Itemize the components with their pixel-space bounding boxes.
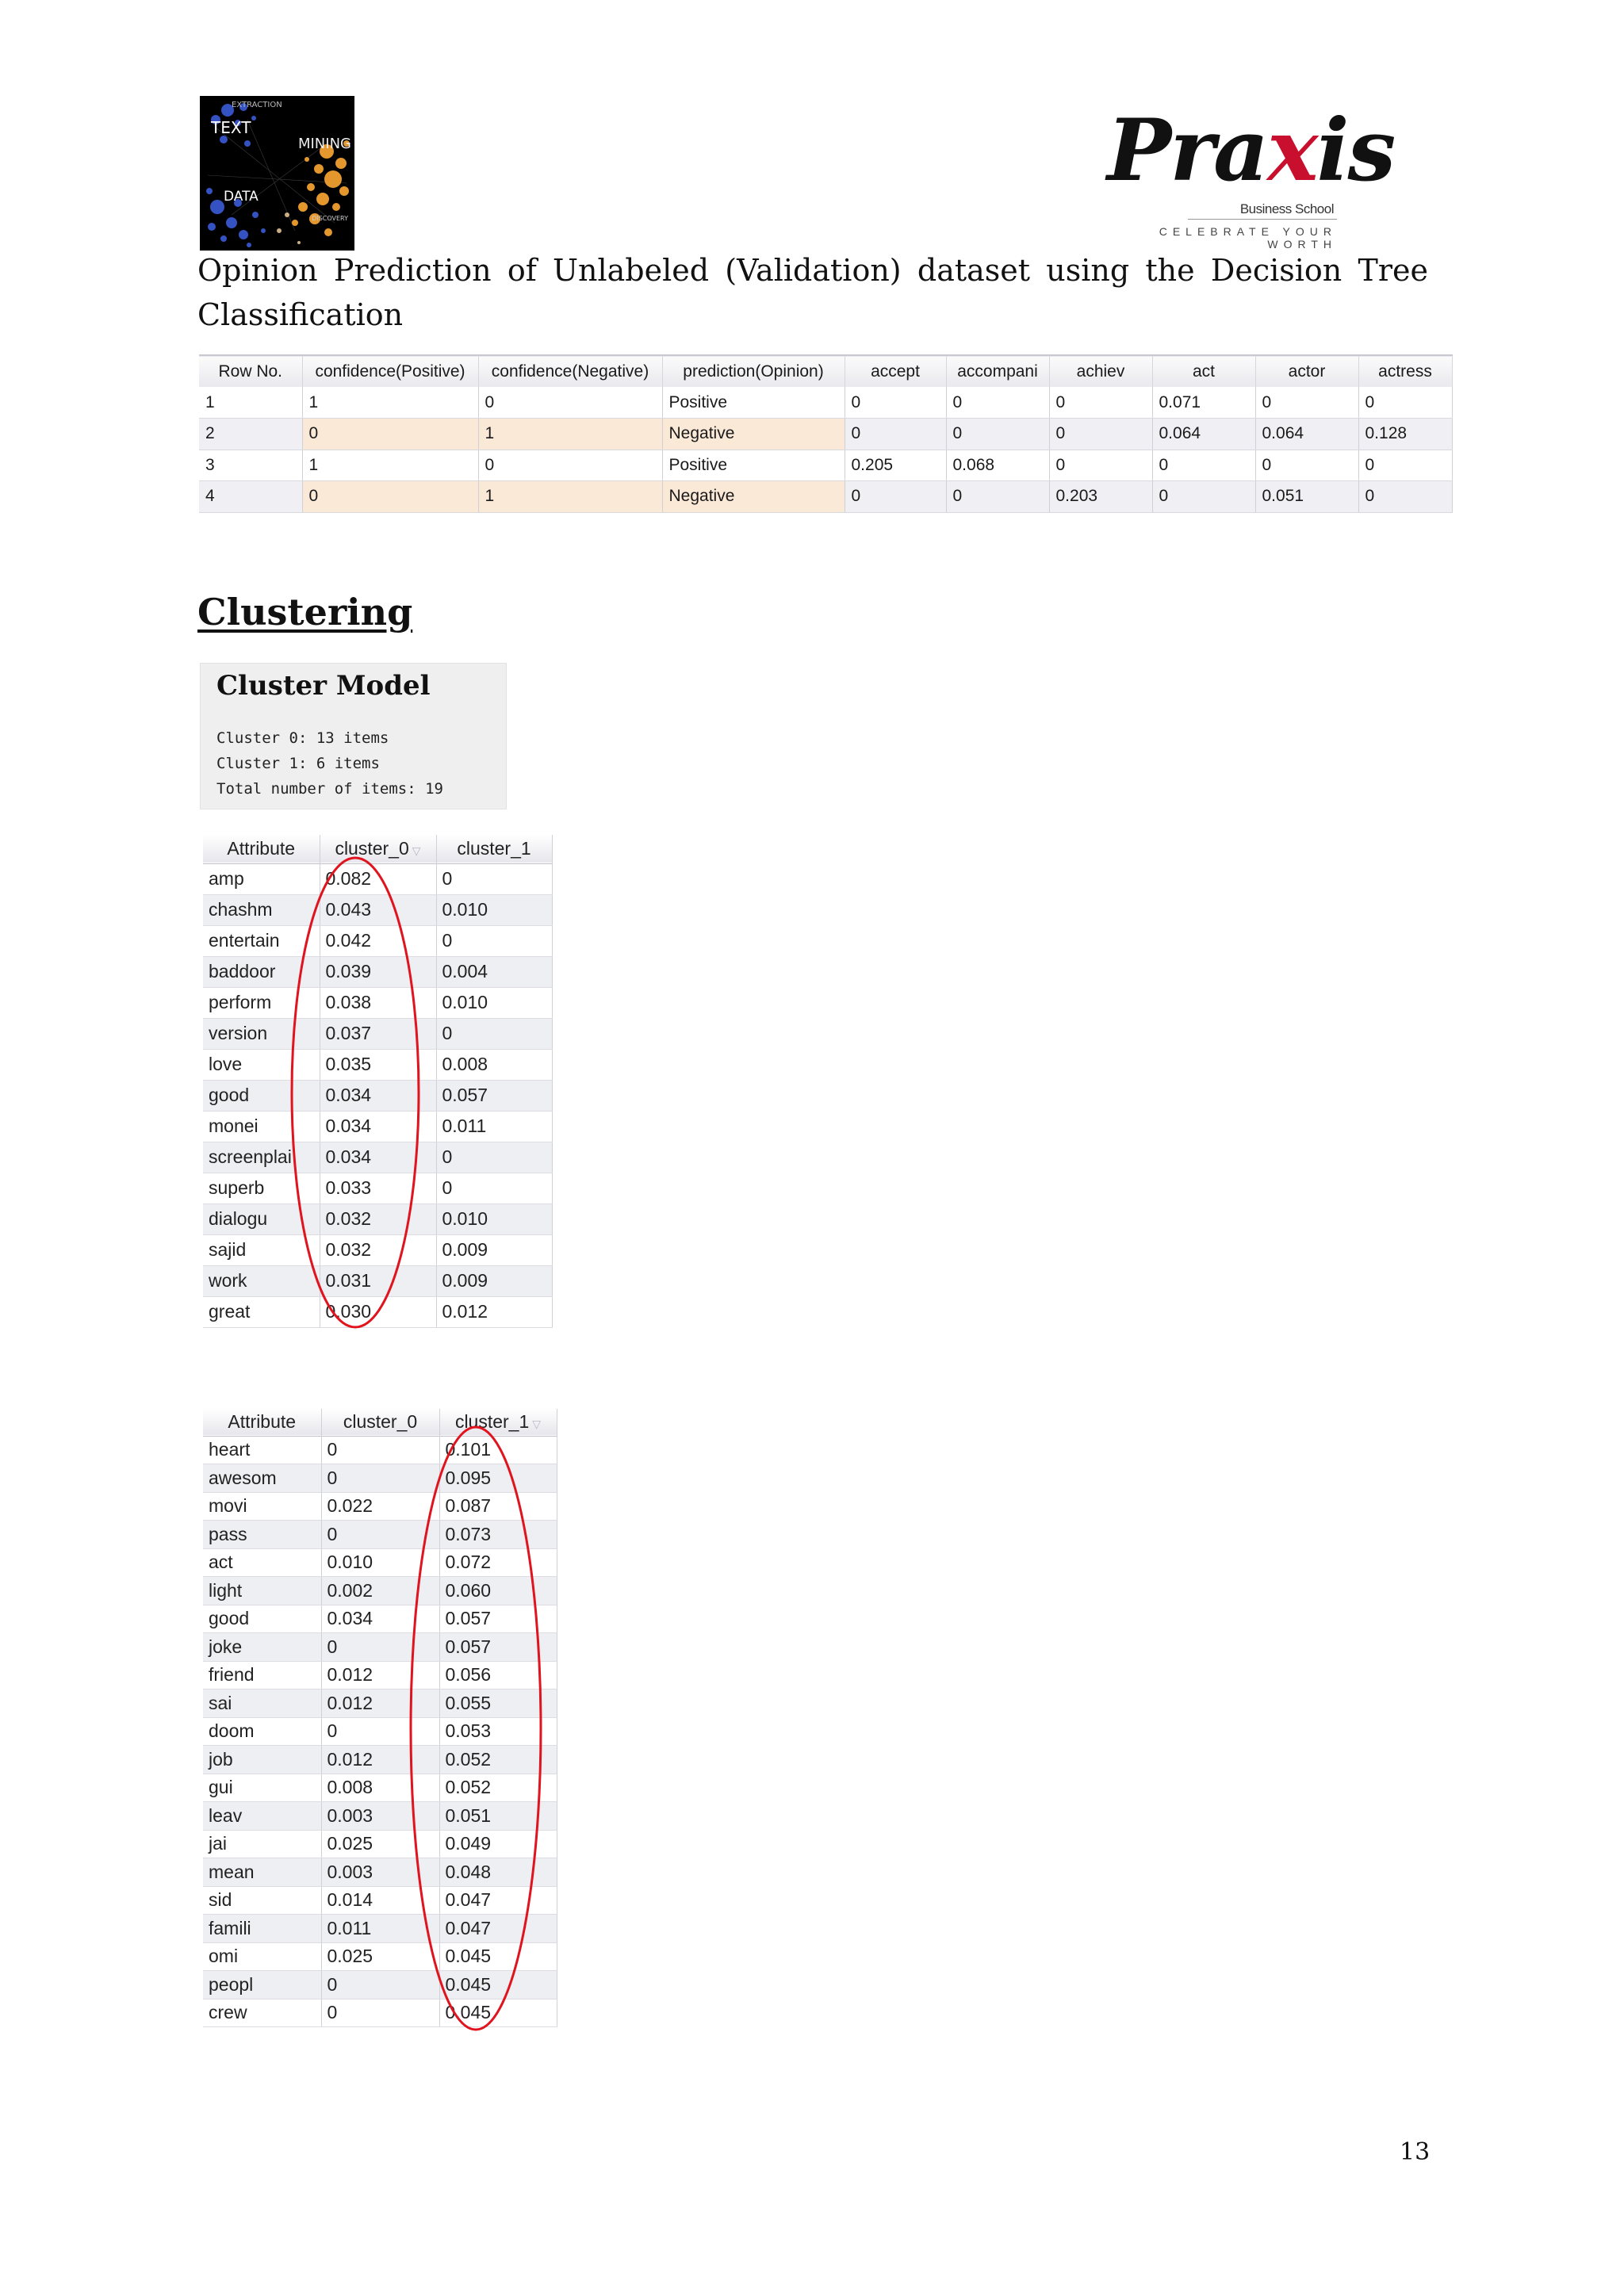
cluster1-table-cell: 0 [321, 1521, 439, 1549]
prediction-table-cell: 0 [845, 481, 946, 513]
prediction-table-col-header[interactable]: accept [845, 355, 946, 387]
prediction-table-cell: 0 [302, 481, 478, 513]
cluster0-table-body [203, 863, 552, 1327]
cluster1-table-cell: omi [203, 1942, 321, 1971]
cluster0-table-cell: 0.042 [320, 925, 436, 956]
cluster1-table-cell: 0.057 [439, 1605, 557, 1633]
cluster1-table-cell: 0.101 [439, 1436, 557, 1464]
cluster1-table-row[interactable] [203, 1774, 557, 1802]
cluster0-table-cell: 0.012 [436, 1296, 552, 1327]
cluster1-table-cell: 0.045 [439, 1942, 557, 1971]
cluster1-table-cell: 0.025 [321, 1830, 439, 1858]
cluster1-table-cell: 0.012 [321, 1746, 439, 1774]
text-mining-logo [200, 96, 354, 251]
cluster0-table-row[interactable] [203, 1203, 552, 1234]
prediction-table-cell: 0 [478, 387, 662, 419]
prediction-table-cell: 3 [199, 450, 302, 481]
cluster0-table-cell: work [203, 1265, 320, 1296]
cluster1-table-cell: 0.003 [321, 1858, 439, 1887]
prediction-table-header-row [199, 355, 1452, 387]
cluster0-table-header-row [203, 835, 552, 863]
prediction-table-cell: 0 [845, 419, 946, 450]
cluster1-table-body [203, 1436, 557, 2027]
logo-word-text: TEXT [211, 118, 251, 137]
prediction-table-cell: 0.205 [845, 450, 946, 481]
cluster1-table-cell: doom [203, 1717, 321, 1746]
cluster1-table-cell: sai [203, 1689, 321, 1718]
cluster0-table-cell: 0.037 [320, 1018, 436, 1049]
cluster1-table-cell: gui [203, 1774, 321, 1802]
cluster0-table-cell: 0 [436, 1018, 552, 1049]
cluster0-table-cell: 0 [436, 1142, 552, 1173]
cluster1-table-cell: 0.010 [321, 1548, 439, 1577]
cluster1-table-cell: pass [203, 1521, 321, 1549]
cluster1-table-row[interactable] [203, 1942, 557, 1971]
prediction-table-cell: 2 [199, 419, 302, 450]
cluster0-table-cell: 0.043 [320, 894, 436, 925]
cluster0-table-row[interactable] [203, 1234, 552, 1265]
cluster0-table-row[interactable] [203, 1111, 552, 1142]
prediction-table-cell: 0 [1358, 481, 1452, 513]
cluster1-table-cell: 0.025 [321, 1942, 439, 1971]
cluster0-table-row[interactable] [203, 987, 552, 1018]
cluster1-table-cell: 0.055 [439, 1689, 557, 1718]
praxis-divider [1188, 219, 1337, 220]
logo-small-word-discovery: DISCOVERY [312, 215, 348, 222]
cluster0-table-cell: 0.035 [320, 1049, 436, 1080]
cluster1-table-cell: 0.057 [439, 1633, 557, 1662]
prediction-table-cell: 0.128 [1358, 419, 1452, 450]
intro-paragraph: Opinion Prediction of Unlabeled (Validation) dataset using the Decision Tree Classification [197, 253, 1428, 332]
cluster0-table-cell: 0.033 [320, 1173, 436, 1203]
prediction-table [199, 354, 1453, 513]
cluster1-table-cell: 0.052 [439, 1774, 557, 1802]
prediction-table-cell: 0.051 [1255, 481, 1358, 513]
prediction-table-cell: Positive [662, 450, 845, 481]
cluster1-table-cell: 0.048 [439, 1858, 557, 1887]
prediction-table-row[interactable] [199, 419, 1452, 450]
cluster0-table-col-header[interactable] [203, 835, 320, 863]
cluster1-table-cell: jai [203, 1830, 321, 1858]
cluster1-table-cell: 0.051 [439, 1802, 557, 1831]
cluster0-table-cell: sajid [203, 1234, 320, 1265]
cluster1-table-row[interactable] [203, 1436, 557, 1464]
cluster0-table-cell: monei [203, 1111, 320, 1142]
cluster0-table-col-header-label: cluster_0 [335, 838, 409, 859]
cluster0-table-cell: baddoor [203, 956, 320, 987]
cluster0-table-col-header-label: cluster_1 [457, 838, 531, 859]
cluster1-table-row[interactable] [203, 1999, 557, 2027]
cluster1-table-cell: 0.056 [439, 1661, 557, 1689]
prediction-table-cell: 0 [1049, 387, 1152, 419]
cluster1-table-cell: 0.045 [439, 1999, 557, 2027]
prediction-table-cell: 0 [946, 481, 1049, 513]
cluster1-table-cell: 0 [321, 1717, 439, 1746]
cluster0-table-cell: 0.034 [320, 1142, 436, 1173]
cluster1-table-cell: 0.072 [439, 1548, 557, 1577]
cluster0-attribute-table [203, 835, 553, 1328]
prediction-table-cell: 0 [302, 419, 478, 450]
prediction-table-cell: 0 [1358, 450, 1452, 481]
cluster1-table-row[interactable] [203, 1746, 557, 1774]
cluster1-table-col-header-label: cluster_1 [454, 1411, 530, 1433]
cluster1-table-cell: sid [203, 1886, 321, 1915]
cluster1-table-cell: 0.047 [439, 1915, 557, 1943]
cluster0-table-row[interactable] [203, 863, 552, 894]
cluster1-table-cell: leav [203, 1802, 321, 1831]
cluster0-table-cell: 0 [436, 1173, 552, 1203]
cluster0-table-cell: 0.057 [436, 1080, 552, 1111]
cluster0-table-cell: 0.011 [436, 1111, 552, 1142]
cluster0-table-row[interactable] [203, 894, 552, 925]
prediction-table-cell: 0.068 [946, 450, 1049, 481]
prediction-table-row[interactable] [199, 481, 1452, 513]
prediction-table-row[interactable] [199, 450, 1452, 481]
prediction-table-cell: 0 [478, 450, 662, 481]
prediction-table-col-header[interactable]: achiev [1049, 355, 1152, 387]
cluster1-table-cell: 0.012 [321, 1661, 439, 1689]
cluster1-table-cell: 0.045 [439, 1971, 557, 1999]
prediction-table-cell: 1 [478, 419, 662, 450]
cluster0-table-row[interactable] [203, 1049, 552, 1080]
prediction-table-cell: 0 [946, 419, 1049, 450]
prediction-table-cell: Positive [662, 387, 845, 419]
cluster1-table-row[interactable] [203, 1717, 557, 1746]
cluster0-table-cell: version [203, 1018, 320, 1049]
praxis-wordmark [1107, 101, 1395, 201]
logo-word-data: DATA [224, 189, 259, 205]
cluster1-table-cell: 0.003 [321, 1802, 439, 1831]
cluster0-table-cell: 0.031 [320, 1265, 436, 1296]
cluster0-table-cell: 0.010 [436, 894, 552, 925]
cluster1-table-cell: 0.022 [321, 1492, 439, 1521]
sort-descending-icon[interactable]: ▽ [532, 1418, 542, 1431]
cluster0-table-row[interactable] [203, 1080, 552, 1111]
cluster1-table-cell: 0 [321, 1633, 439, 1662]
prediction-table-cell: 0 [1152, 481, 1255, 513]
cluster0-table-cell: amp [203, 863, 320, 894]
cluster1-table-cell: friend [203, 1661, 321, 1689]
cluster1-table-cell: famili [203, 1915, 321, 1943]
praxis-tagline: CELEBRATE YOUR WORTH [1159, 225, 1337, 251]
cluster1-table-cell: 0.073 [439, 1521, 557, 1549]
cluster1-table-cell: 0.060 [439, 1577, 557, 1605]
praxis-logo [1101, 101, 1395, 251]
prediction-table-cell: 0.064 [1152, 419, 1255, 450]
cluster1-table-col-header-label: cluster_0 [343, 1411, 418, 1433]
cluster1-table-cell: act [203, 1548, 321, 1577]
cluster0-table-col-header-label: Attribute [227, 838, 296, 859]
prediction-table-cell: Negative [662, 419, 845, 450]
praxis-wordmark-post: is [1316, 101, 1395, 201]
cluster1-table-cell: movi [203, 1492, 321, 1521]
cluster0-table-cell: 0.010 [436, 1203, 552, 1234]
cluster1-table-cell: 0.011 [321, 1915, 439, 1943]
cluster0-table-row[interactable] [203, 1265, 552, 1296]
cluster0-table-col-header[interactable] [320, 835, 436, 863]
cluster1-table-cell: peopl [203, 1971, 321, 1999]
cluster0-table-cell: 0.039 [320, 956, 436, 987]
prediction-table-col-header[interactable]: actress [1358, 355, 1452, 387]
cluster1-table-cell: mean [203, 1858, 321, 1887]
cluster1-table-header-row [203, 1409, 557, 1436]
cluster0-table-row[interactable] [203, 1173, 552, 1203]
logo-small-word-extraction: EXTRACTION [232, 101, 282, 109]
prediction-table-col-header[interactable]: act [1152, 355, 1255, 387]
prediction-table-cell: 4 [199, 481, 302, 513]
cluster0-table-cell: 0.032 [320, 1234, 436, 1265]
cluster-model-title: Cluster Model [216, 670, 431, 702]
cluster1-table-cell: 0.034 [321, 1605, 439, 1633]
cluster1-table-cell: 0 [321, 1971, 439, 1999]
cluster1-attribute-table [203, 1409, 557, 2027]
cluster0-table-cell: 0.034 [320, 1080, 436, 1111]
prediction-table-cell: 0 [1049, 419, 1152, 450]
cluster1-table-row[interactable] [203, 1689, 557, 1718]
cluster1-table-col-header[interactable] [203, 1409, 321, 1436]
prediction-table-body [199, 387, 1452, 512]
cluster1-table-row[interactable] [203, 1661, 557, 1689]
cluster-model-line: Cluster 1: 6 items [216, 755, 380, 772]
cluster0-table-cell: screenplai [203, 1142, 320, 1173]
cluster1-table-row[interactable] [203, 1464, 557, 1493]
cluster0-table-col-header[interactable] [436, 835, 552, 863]
cluster1-table-row[interactable] [203, 1577, 557, 1605]
cluster0-table-cell: chashm [203, 894, 320, 925]
prediction-table-row[interactable] [199, 387, 1452, 419]
cluster0-table-cell: dialogu [203, 1203, 320, 1234]
cluster0-table-cell: 0.030 [320, 1296, 436, 1327]
cluster0-table-row[interactable] [203, 1018, 552, 1049]
cluster1-table-row[interactable] [203, 1633, 557, 1662]
cluster1-table-row[interactable] [203, 1971, 557, 1999]
cluster1-table-cell: 0.002 [321, 1577, 439, 1605]
prediction-table-cell: 0 [1255, 450, 1358, 481]
cluster1-table-cell: 0.087 [439, 1492, 557, 1521]
cluster1-table-cell: 0.047 [439, 1886, 557, 1915]
cluster-model-line: Total number of items: 19 [216, 780, 443, 798]
cluster1-table-row[interactable] [203, 1802, 557, 1831]
prediction-table-cell: 0.071 [1152, 387, 1255, 419]
cluster1-table-cell: 0 [321, 1999, 439, 2027]
cluster1-table-col-header[interactable] [321, 1409, 439, 1436]
cluster0-table-cell: 0.009 [436, 1234, 552, 1265]
cluster1-table-cell: 0.052 [439, 1746, 557, 1774]
clustering-heading: Clustering [197, 591, 413, 633]
cluster1-table-cell: awesom [203, 1464, 321, 1493]
cluster1-table-cell: light [203, 1577, 321, 1605]
prediction-table-col-header[interactable]: prediction(Opinion) [662, 355, 845, 387]
prediction-table-cell: Negative [662, 481, 845, 513]
prediction-table-cell: 0.203 [1049, 481, 1152, 513]
cluster1-table-cell: joke [203, 1633, 321, 1662]
cluster0-table-cell: 0.034 [320, 1111, 436, 1142]
cluster-model-line: Cluster 0: 13 items [216, 729, 389, 747]
cluster1-table-cell: 0.012 [321, 1689, 439, 1718]
cluster1-table-cell: job [203, 1746, 321, 1774]
cluster0-table-cell: entertain [203, 925, 320, 956]
cluster1-table-row[interactable] [203, 1492, 557, 1521]
prediction-table-cell: 0 [1049, 450, 1152, 481]
prediction-table-col-header[interactable]: Row No. [199, 355, 302, 387]
cluster0-table-row[interactable] [203, 956, 552, 987]
cluster1-table-cell: 0.008 [321, 1774, 439, 1802]
cluster0-table-row[interactable] [203, 925, 552, 956]
prediction-table-cell: 1 [302, 450, 478, 481]
prediction-table-cell: 0 [1358, 387, 1452, 419]
cluster0-table-cell: good [203, 1080, 320, 1111]
sort-descending-icon[interactable]: ▽ [412, 844, 421, 858]
cluster0-table-cell: love [203, 1049, 320, 1080]
cluster0-table-cell: 0.010 [436, 987, 552, 1018]
cluster0-table-row[interactable] [203, 1296, 552, 1327]
cluster0-table-cell: 0.038 [320, 987, 436, 1018]
prediction-table-cell: 1 [478, 481, 662, 513]
cluster1-table-cell: 0.053 [439, 1717, 557, 1746]
prediction-table-col-header[interactable]: actor [1255, 355, 1358, 387]
cluster0-table-row[interactable] [203, 1142, 552, 1173]
cluster1-table-row[interactable] [203, 1886, 557, 1915]
cluster1-table-row[interactable] [203, 1521, 557, 1549]
cluster1-table-row[interactable] [203, 1605, 557, 1633]
cluster1-table-cell: 0 [321, 1464, 439, 1493]
cluster1-table-cell: 0.049 [439, 1830, 557, 1858]
cluster1-table-cell: 0 [321, 1436, 439, 1464]
prediction-table-cell: 0 [845, 387, 946, 419]
cluster0-table-cell: 0.004 [436, 956, 552, 987]
prediction-table-col-header[interactable]: confidence(Negative) [478, 355, 662, 387]
cluster1-table-cell: good [203, 1605, 321, 1633]
praxis-wordmark-pre: Pra [1107, 101, 1268, 201]
cluster-model-summary [216, 725, 443, 802]
prediction-table-col-header[interactable]: accompani [946, 355, 1049, 387]
cluster1-table-col-header-label: Attribute [228, 1411, 297, 1433]
cluster-model-panel [200, 663, 507, 809]
cluster0-table-cell: superb [203, 1173, 320, 1203]
logo-word-mining: MINING [297, 136, 351, 152]
cluster1-table-row[interactable] [203, 1915, 557, 1943]
cluster1-table-col-header[interactable] [439, 1409, 557, 1436]
cluster0-table-cell: great [203, 1296, 320, 1327]
cluster0-table-cell: 0.032 [320, 1203, 436, 1234]
cluster1-table-cell: heart [203, 1436, 321, 1464]
cluster1-table-row[interactable] [203, 1548, 557, 1577]
page-number: 13 [1400, 2138, 1431, 2166]
cluster1-table-cell: crew [203, 1999, 321, 2027]
prediction-table-cell: 0 [1152, 450, 1255, 481]
cluster1-table-cell: 0.095 [439, 1464, 557, 1493]
prediction-table-cell: 0.064 [1255, 419, 1358, 450]
prediction-table-cell: 1 [199, 387, 302, 419]
cluster0-table-cell: perform [203, 987, 320, 1018]
cluster0-table-cell: 0.082 [320, 863, 436, 894]
prediction-table-cell: 0 [946, 387, 1049, 419]
praxis-wordmark-x: x [1267, 101, 1317, 201]
prediction-table-col-header[interactable]: confidence(Positive) [302, 355, 478, 387]
cluster1-table-row[interactable] [203, 1858, 557, 1887]
cluster1-table-row[interactable] [203, 1830, 557, 1858]
cluster0-table-cell: 0.008 [436, 1049, 552, 1080]
cluster0-table-cell: 0 [436, 925, 552, 956]
cluster0-table-cell: 0 [436, 863, 552, 894]
prediction-table-cell: 0 [1255, 387, 1358, 419]
cluster0-table-cell: 0.009 [436, 1265, 552, 1296]
praxis-subtitle: Business School [1239, 201, 1334, 216]
prediction-table-cell: 1 [302, 387, 478, 419]
cluster1-table-cell: 0.014 [321, 1886, 439, 1915]
